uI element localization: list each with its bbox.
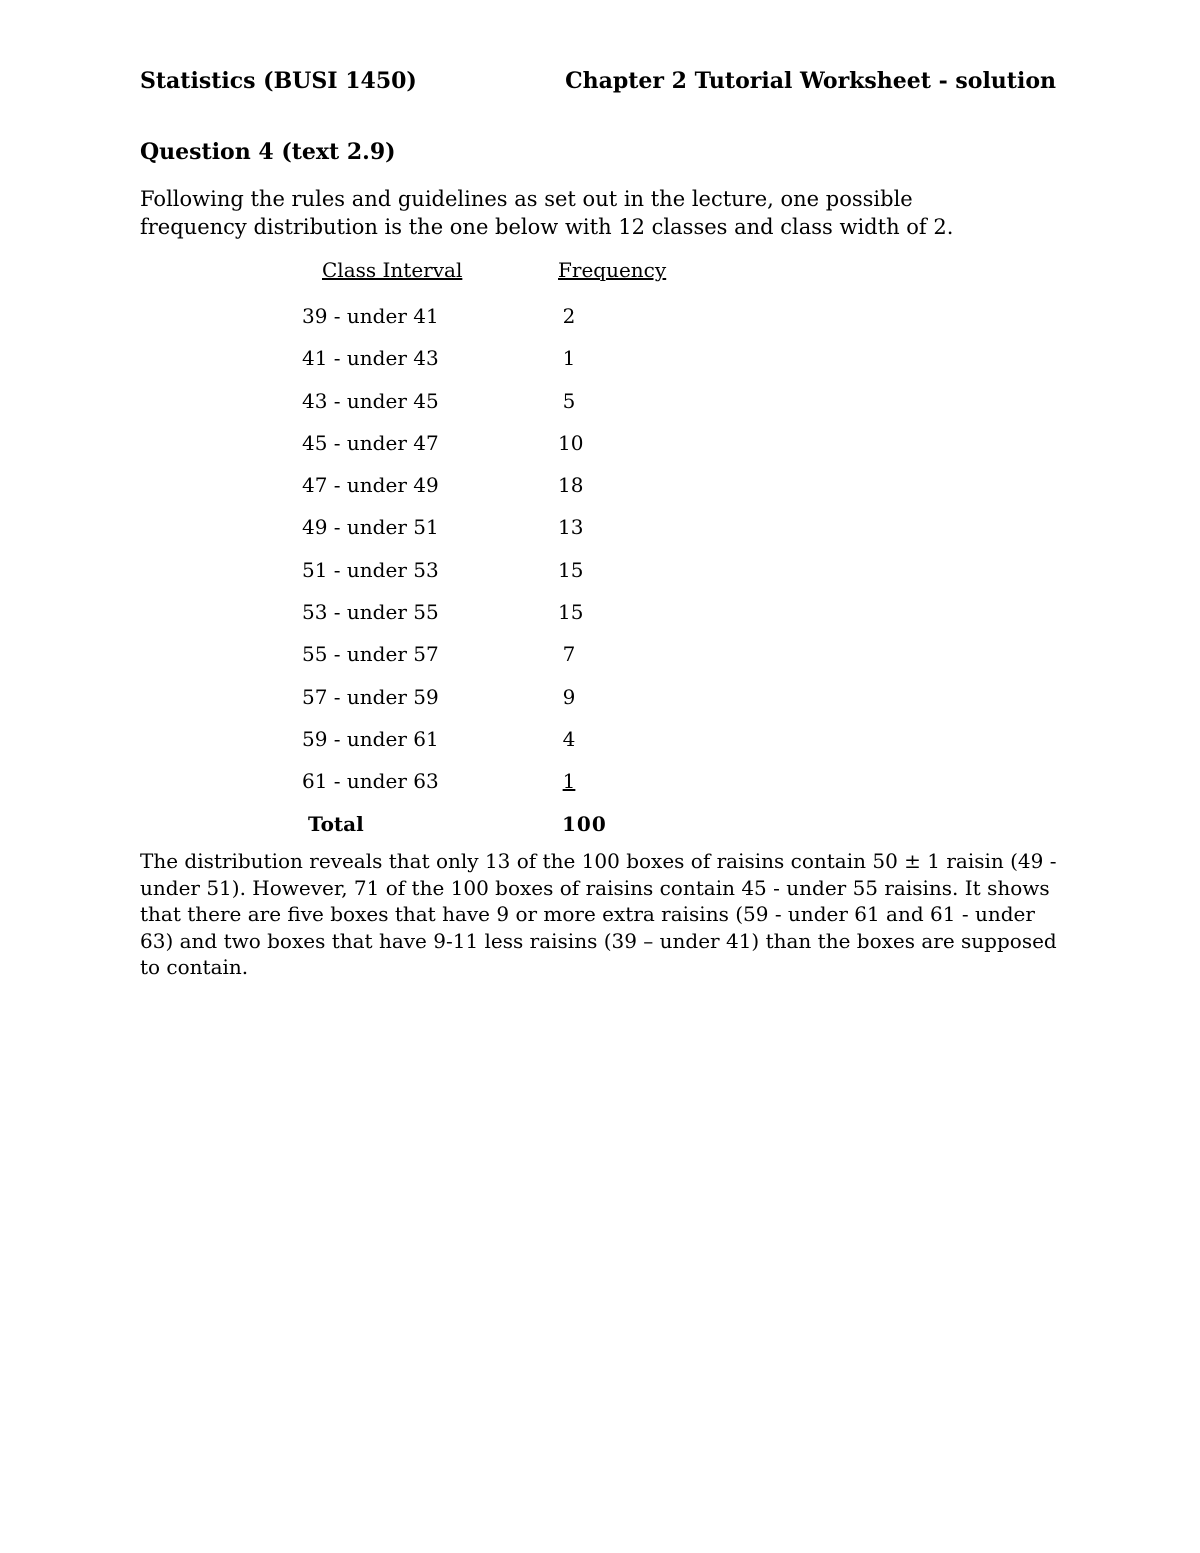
class-interval-cell: 43 - under 45 [302,388,439,413]
table-row [300,342,720,384]
header-class-interval: Class Interval [322,258,463,282]
question-intro: Following the rules and guidelines as set out in the lecture, one possible frequency distribution is the one below with 12 classes and class width of 2. [140,187,954,239]
table-row [300,638,720,680]
total-value: 100 [562,811,607,836]
class-interval-cell: 47 - under 49 [302,473,439,498]
class-interval-cell: 53 - under 55 [302,600,439,625]
class-interval-cell: 57 - under 59 [302,684,439,709]
class-interval-cell: 55 - under 57 [302,642,439,667]
class-interval-cell: 41 - under 43 [302,346,439,371]
table-row [300,511,720,553]
worksheet-title: Chapter 2 Tutorial Worksheet - solution [565,68,1056,94]
table-row [300,469,720,511]
class-interval-cell: 51 - under 53 [302,557,439,582]
frequency-cell: 18 [558,473,584,498]
table-row [300,554,720,596]
frequency-cell: 1 [562,346,576,371]
table-total-row [300,808,720,850]
conclusion-paragraph: The distribution reveals that only 13 of the 100 boxes of raisins contain 50 ± 1 raisin (49 - under 51). However, 71 of the 100 boxes of raisins contain 45 - under 55 raisins. It shows that there are five boxes that have 9 or more extra raisins (59 - under 61 and 61 - under 63) and two boxes that have 9-11 less raisins (39 – under 41) than the boxes are supposed to contain. [140,849,1057,979]
class-interval-cell: 61 - under 63 [302,769,439,794]
table-row [300,300,720,342]
frequency-cell: 2 [562,304,576,328]
table-row [300,385,720,427]
class-interval-cell: 39 - under 41 [302,304,439,328]
table-row [300,681,720,723]
frequency-cell: 15 [558,557,584,582]
header-frequency: Frequency [558,258,667,282]
table-row [300,596,720,638]
frequency-cell: 9 [562,684,576,709]
class-interval-cell: 45 - under 47 [302,430,439,455]
frequency-table [300,256,720,850]
frequency-cell: 7 [562,642,576,667]
table-header-row [300,256,720,300]
frequency-cell: 10 [558,430,584,455]
frequency-cell: 5 [562,388,576,413]
table-row [300,427,720,469]
frequency-cell: 15 [558,600,584,625]
class-interval-cell: 59 - under 61 [302,726,439,751]
page-header [140,68,1060,102]
frequency-cell: 4 [562,726,576,751]
table-row [300,765,720,807]
frequency-cell: 1 [562,769,576,794]
total-label: Total [308,811,364,836]
question-heading: Question 4 (text 2.9) [140,139,396,165]
course-title: Statistics (BUSI 1450) [140,68,417,94]
table-row [300,723,720,765]
frequency-cell: 13 [558,515,584,540]
class-interval-cell: 49 - under 51 [302,515,439,540]
